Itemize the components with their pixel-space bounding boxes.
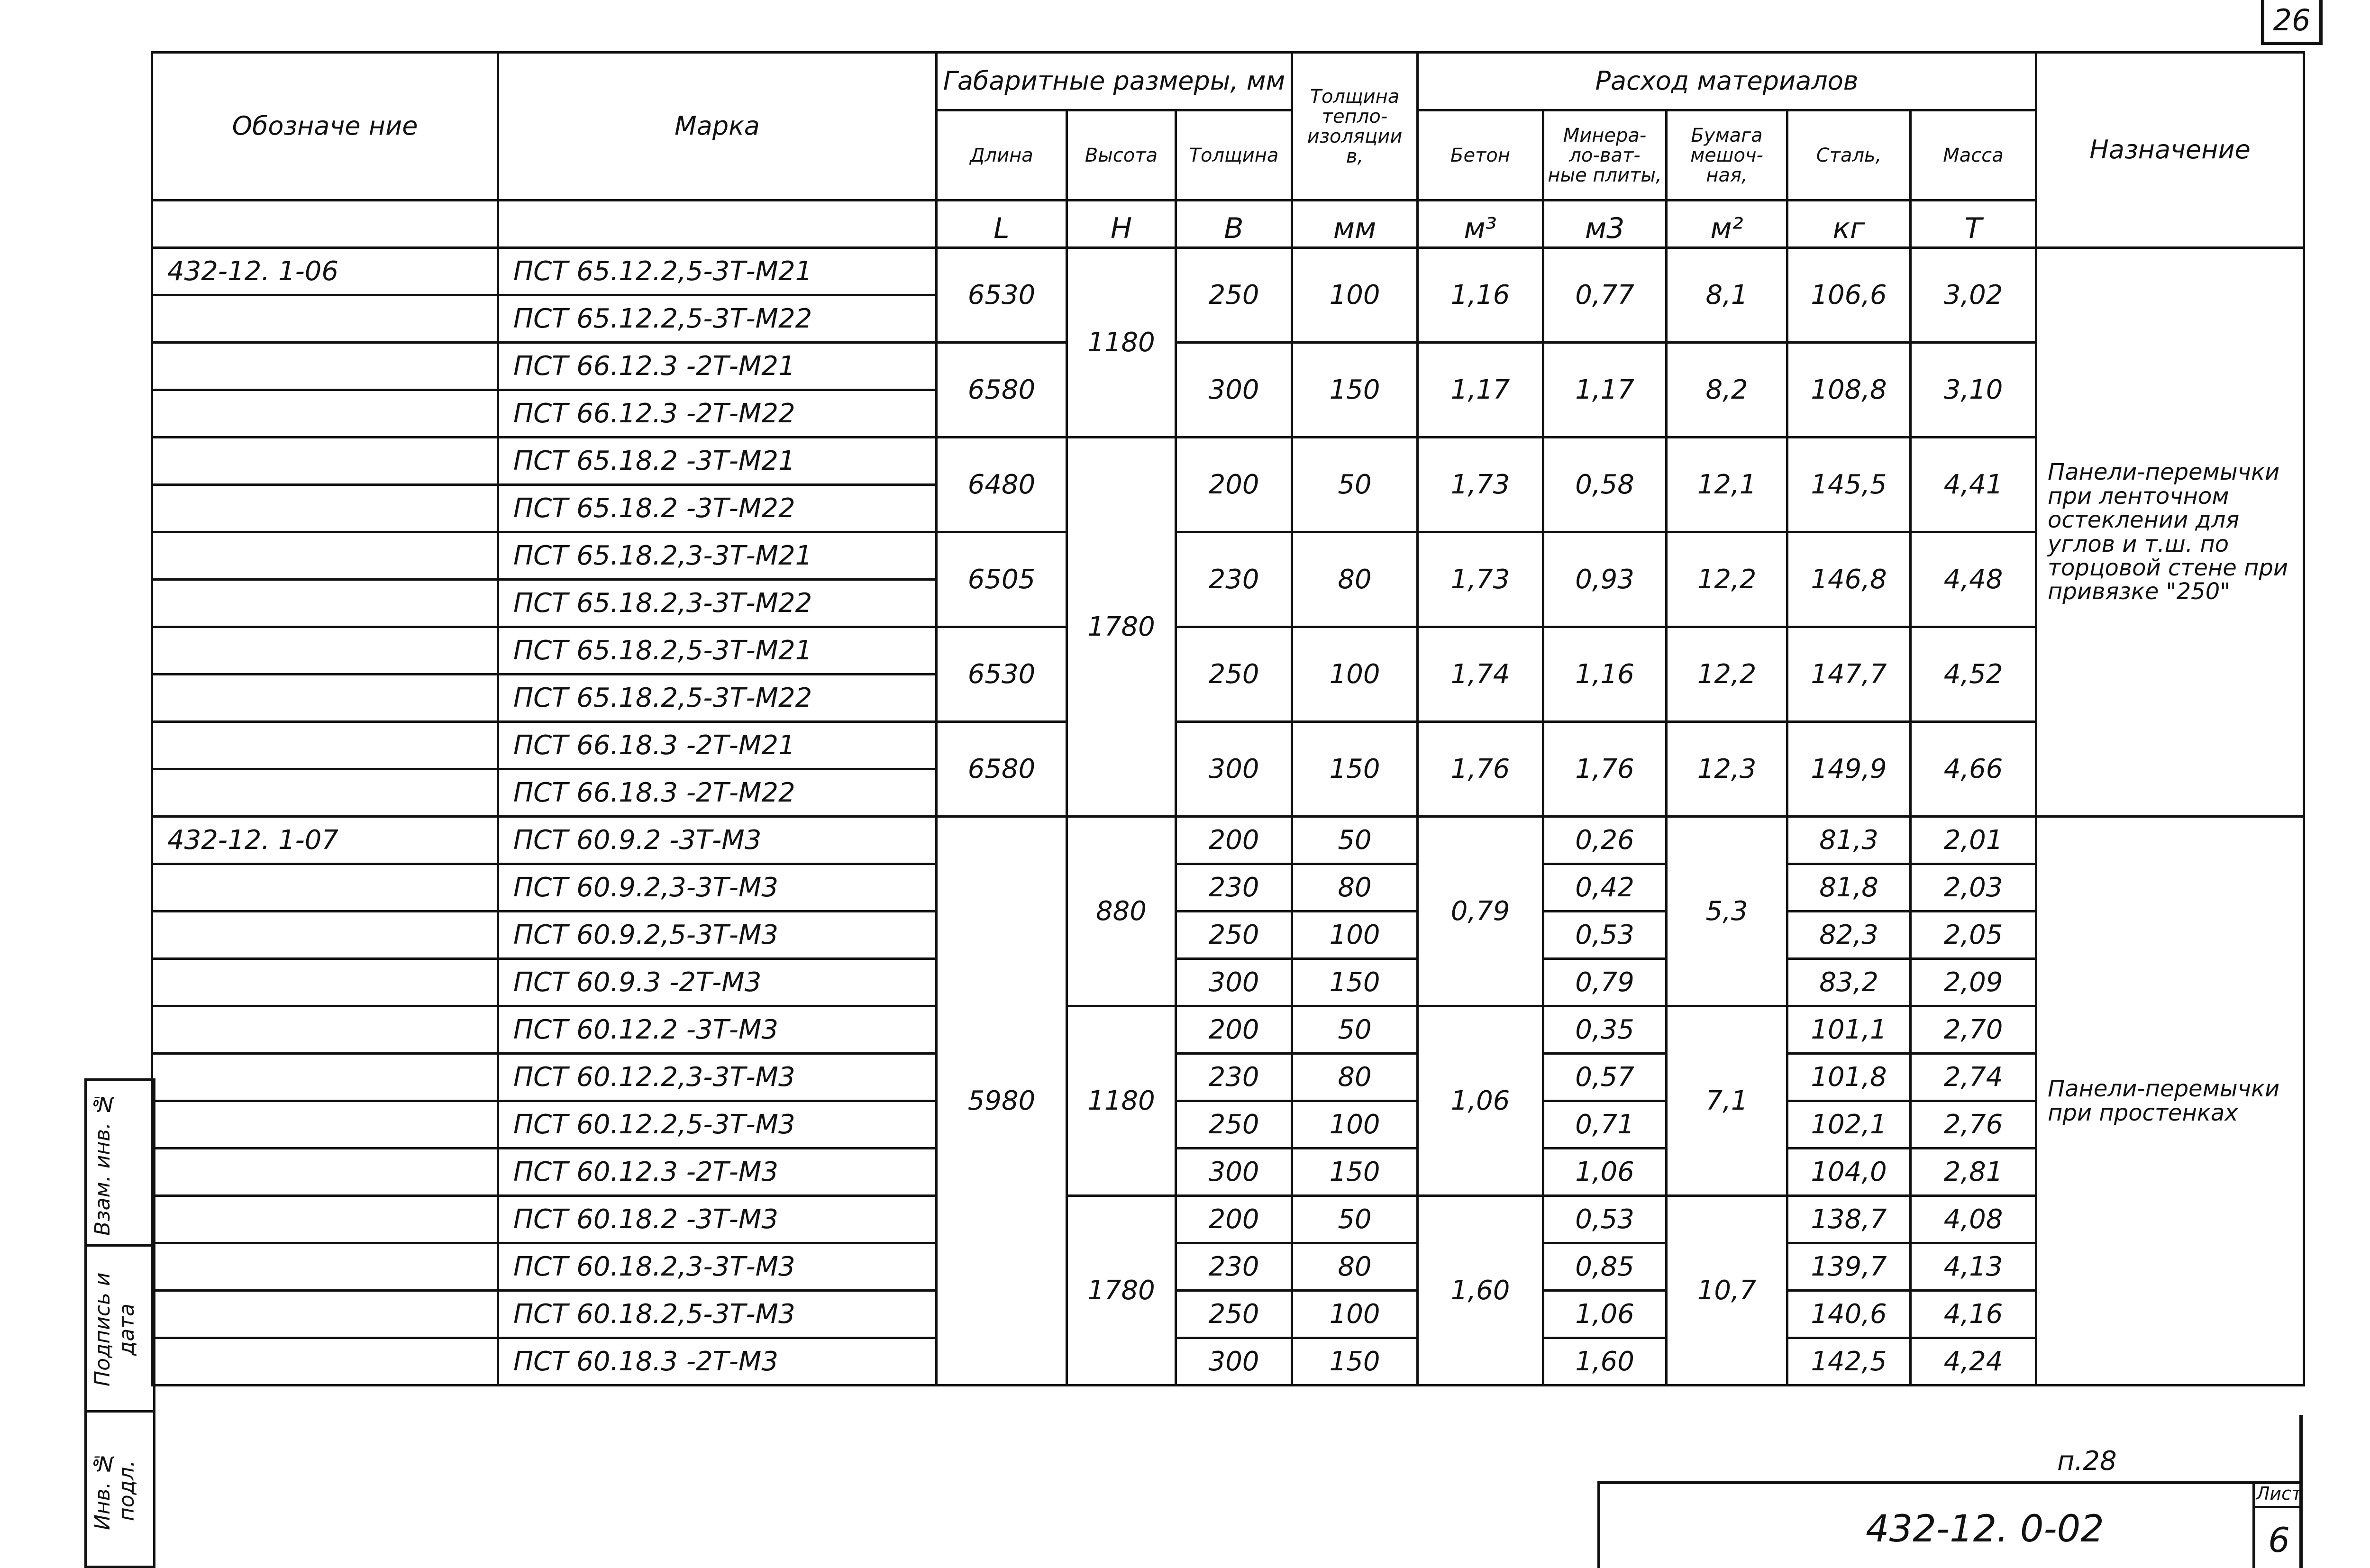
steel-cell: 147,7 [1787,627,1911,722]
mass-cell: 4,66 [1911,722,2036,817]
height-cell: 1180 [1067,1006,1176,1196]
mineral-cell: 0,42 [1543,864,1667,912]
header-thickness: Толщина [1176,110,1292,201]
steel-cell: 146,8 [1787,532,1911,627]
designation-cell [152,485,498,532]
height-cell: 880 [1067,817,1176,1006]
sheet-number: 6 [2268,1520,2290,1560]
paper-cell: 7,1 [1667,1006,1787,1196]
thickness-cell: 230 [1176,532,1292,627]
header-mass: Масса [1911,110,2036,201]
mass-cell: 4,41 [1911,438,2036,532]
concrete-cell: 1,60 [1418,1196,1543,1386]
insulation-cell: 50 [1292,1006,1418,1054]
mass-cell: 2,70 [1911,1006,2036,1054]
thickness-cell: 250 [1176,1291,1292,1338]
designation-cell [152,912,498,959]
mass-cell: 2,01 [1911,817,2036,864]
length-cell: 6505 [937,532,1067,627]
designation-cell [152,438,498,485]
length-cell: 6480 [937,438,1067,532]
header-designation: Обозначе ние [152,53,498,201]
mark-cell: ПСТ 60.12.2,5-3Т-М3 [498,1101,937,1149]
thickness-cell: 250 [1176,248,1292,343]
designation-cell [152,295,498,343]
designation-cell [152,675,498,722]
steel-cell: 102,1 [1787,1101,1911,1149]
mass-cell: 4,48 [1911,532,2036,627]
insulation-cell: 100 [1292,1101,1418,1149]
designation-cell [152,1291,498,1338]
mark-cell: ПСТ 66.12.3 -2Т-М22 [498,390,937,438]
insulation-cell: 150 [1292,959,1418,1006]
mark-cell: ПСТ 65.12.2,5-3Т-М22 [498,295,937,343]
symbol-length: L [937,201,1067,248]
steel-cell: 140,6 [1787,1291,1911,1338]
mark-cell: ПСТ 65.18.2,5-3Т-М22 [498,675,937,722]
thickness-cell: 200 [1176,1006,1292,1054]
concrete-cell: 1,06 [1418,1006,1543,1196]
header-dimensions: Габаритные размеры, мм [937,53,1292,110]
steel-cell: 81,3 [1787,817,1911,864]
unit-mass: Т [1911,201,2036,248]
title-block [1597,1481,2303,1568]
mineral-cell: 0,58 [1543,438,1667,532]
mineral-cell: 1,06 [1543,1149,1667,1196]
header-paper: Бумага мешоч- ная, [1667,110,1787,201]
steel-cell: 142,5 [1787,1338,1911,1386]
paper-cell: 12,2 [1667,532,1787,627]
mark-cell: ПСТ 60.9.2,3-3Т-М3 [498,864,937,912]
designation-cell [152,1101,498,1149]
unit-steel: кг [1787,201,1911,248]
designation-cell [152,532,498,580]
header-length: Длина [937,110,1067,201]
mineral-cell: 0,57 [1543,1054,1667,1101]
mark-cell: ПСТ 65.18.2,5-3Т-М21 [498,627,937,675]
paper-cell: 5,3 [1667,817,1787,1006]
strip-label-signature: Подпись и дата [91,1272,139,1387]
concrete-cell: 1,73 [1418,438,1543,532]
paper-cell: 12,2 [1667,627,1787,722]
designation-cell [152,1149,498,1196]
strip-field-replaced [87,1081,153,1247]
mass-cell: 3,02 [1911,248,2036,343]
steel-cell: 106,6 [1787,248,1911,343]
mineral-cell: 0,85 [1543,1243,1667,1291]
steel-cell: 81,8 [1787,864,1911,912]
insulation-cell: 80 [1292,864,1418,912]
designation-cell [152,769,498,817]
purpose-cell: Панели-перемычки при ленточном остеклении для углов и т.ш. по торцовой стене при привязке "250" [2036,248,2304,817]
thickness-cell: 300 [1176,1149,1292,1196]
mineral-cell: 0,77 [1543,248,1667,343]
mass-cell: 4,13 [1911,1243,2036,1291]
thickness-cell: 250 [1176,912,1292,959]
strip-label-inventory: Инв. № подл. [91,1451,139,1531]
designation-cell [152,343,498,390]
mineral-cell: 0,79 [1543,959,1667,1006]
mark-cell: ПСТ 60.18.2 -3Т-М3 [498,1196,937,1243]
steel-cell: 145,5 [1787,438,1911,532]
unit-mark-empty [498,201,937,248]
designation-cell [152,1006,498,1054]
designation-cell [152,1196,498,1243]
mark-cell: ПСТ 60.18.3 -2Т-М3 [498,1338,937,1386]
mark-cell: ПСТ 66.18.3 -2Т-М21 [498,722,937,769]
mark-cell: ПСТ 65.18.2 -3Т-М22 [498,485,937,532]
thickness-cell: 200 [1176,817,1292,864]
header-mark: Марка [498,53,937,201]
insulation-cell: 80 [1292,1243,1418,1291]
mass-cell: 2,03 [1911,864,2036,912]
concrete-cell: 1,74 [1418,627,1543,722]
symbol-height: H [1067,201,1176,248]
insulation-cell: 150 [1292,722,1418,817]
insulation-cell: 100 [1292,1291,1418,1338]
unit-mineral: м3 [1543,201,1667,248]
designation-cell [152,1054,498,1101]
designation-cell [152,864,498,912]
insulation-cell: 80 [1292,532,1418,627]
length-cell: 6580 [937,722,1067,817]
header-concrete: Бетон [1418,110,1543,201]
sheet-label: Лист [2255,1483,2303,1508]
height-cell: 1780 [1067,438,1176,817]
mass-cell: 2,81 [1911,1149,2036,1196]
paper-cell: 8,2 [1667,343,1787,438]
header-mineral: Минера- ло-ват- ные плиты, [1543,110,1667,201]
length-cell: 5980 [937,817,1067,1386]
designation-cell [152,1338,498,1386]
insulation-cell: 80 [1292,1054,1418,1101]
concrete-cell: 0,79 [1418,817,1543,1006]
sheet-box [2252,1481,2303,1568]
mark-cell: ПСТ 60.18.2,3-3Т-М3 [498,1243,937,1291]
insulation-cell: 150 [1292,1338,1418,1386]
thickness-cell: 300 [1176,1338,1292,1386]
mark-cell: ПСТ 60.18.2,5-3Т-М3 [498,1291,937,1338]
mark-cell: ПСТ 60.9.3 -2Т-М3 [498,959,937,1006]
mass-cell: 2,74 [1911,1054,2036,1101]
mass-cell: 4,52 [1911,627,2036,722]
header-materials: Расход материалов [1418,53,2036,110]
steel-cell: 83,2 [1787,959,1911,1006]
steel-cell: 139,7 [1787,1243,1911,1291]
height-cell: 1180 [1067,248,1176,438]
steel-cell: 101,8 [1787,1054,1911,1101]
page-number: 26 [2261,0,2323,45]
steel-cell: 149,9 [1787,722,1911,817]
mark-cell: ПСТ 60.12.3 -2Т-М3 [498,1149,937,1196]
designation-cell: 432-12. 1-07 [152,817,498,864]
header-steel: Сталь, [1787,110,1911,201]
mineral-cell: 0,93 [1543,532,1667,627]
insulation-cell: 50 [1292,1196,1418,1243]
mass-cell: 2,05 [1911,912,2036,959]
mark-cell: ПСТ 60.9.2 -3Т-М3 [498,817,937,864]
concrete-cell: 1,73 [1418,532,1543,627]
unit-insulation: мм [1292,201,1418,248]
mineral-cell: 0,53 [1543,912,1667,959]
mark-cell: ПСТ 65.18.2,3-3Т-М22 [498,580,937,627]
concrete-cell: 1,17 [1418,343,1543,438]
unit-paper: м² [1667,201,1787,248]
thickness-cell: 230 [1176,864,1292,912]
height-cell: 1780 [1067,1196,1176,1386]
steel-cell: 104,0 [1787,1149,1911,1196]
insulation-cell: 50 [1292,817,1418,864]
strip-field-signature [87,1247,153,1413]
mineral-cell: 0,35 [1543,1006,1667,1054]
insulation-cell: 100 [1292,248,1418,343]
concrete-cell: 1,16 [1418,248,1543,343]
unit-concrete: м³ [1418,201,1543,248]
steel-cell: 82,3 [1787,912,1911,959]
mark-cell: ПСТ 60.12.2,3-3Т-М3 [498,1054,937,1101]
paper-cell: 10,7 [1667,1196,1787,1386]
thickness-cell: 300 [1176,343,1292,438]
designation-cell [152,1243,498,1291]
paper-cell: 12,3 [1667,722,1787,817]
strip-label-replaced: Взам. инв. № [91,1092,115,1236]
mark-cell: ПСТ 65.18.2,3-3Т-М21 [498,532,937,580]
mineral-cell: 0,26 [1543,817,1667,864]
thickness-cell: 300 [1176,959,1292,1006]
mark-cell: ПСТ 60.12.2 -3Т-М3 [498,1006,937,1054]
mass-cell: 2,09 [1911,959,2036,1006]
header-insulation [1292,53,1418,201]
steel-cell: 108,8 [1787,343,1911,438]
insulation-cell: 100 [1292,912,1418,959]
mineral-cell: 0,53 [1543,1196,1667,1243]
length-cell: 6580 [937,343,1067,438]
mineral-cell: 1,16 [1543,627,1667,722]
thickness-cell: 200 [1176,1196,1292,1243]
mark-cell: ПСТ 60.9.2,5-3Т-М3 [498,912,937,959]
designation-cell [152,580,498,627]
thickness-cell: 250 [1176,627,1292,722]
thickness-cell: 300 [1176,722,1292,817]
mark-cell: ПСТ 66.18.3 -2Т-М22 [498,769,937,817]
paper-cell: 12,1 [1667,438,1787,532]
binding-strip [84,1078,155,1568]
header-purpose: Назначение [2036,53,2304,248]
mineral-cell: 1,60 [1543,1338,1667,1386]
paper-cell: 8,1 [1667,248,1787,343]
designation-cell [152,722,498,769]
document-code: 432-12. 0-02 [1866,1508,2104,1550]
thickness-cell: 230 [1176,1054,1292,1101]
mass-cell: 4,24 [1911,1338,2036,1386]
mass-cell: 2,76 [1911,1101,2036,1149]
designation-cell [152,959,498,1006]
length-cell: 6530 [937,248,1067,343]
materials-table [151,51,2305,1386]
designation-cell: 432-12. 1-06 [152,248,498,295]
mark-cell: ПСТ 65.18.2 -3Т-М21 [498,438,937,485]
concrete-cell: 1,76 [1418,722,1543,817]
mass-cell: 4,08 [1911,1196,2036,1243]
thickness-cell: 250 [1176,1101,1292,1149]
insulation-cell: 50 [1292,438,1418,532]
designation-cell [152,627,498,675]
length-cell: 6530 [937,627,1067,722]
insulation-cell: 100 [1292,627,1418,722]
footnote-mark: п.28 [2057,1446,2117,1477]
thickness-cell: 200 [1176,438,1292,532]
purpose-cell: Панели-перемычки при простенках [2036,817,2304,1386]
mass-cell: 4,16 [1911,1291,2036,1338]
mark-cell: ПСТ 66.12.3 -2Т-М21 [498,343,937,390]
mineral-cell: 1,76 [1543,722,1667,817]
strip-field-inventory [87,1413,153,1566]
mineral-cell: 1,06 [1543,1291,1667,1338]
insulation-cell: 150 [1292,343,1418,438]
symbol-thickness: В [1176,201,1292,248]
mineral-cell: 1,17 [1543,343,1667,438]
header-height: Высота [1067,110,1176,201]
steel-cell: 138,7 [1787,1196,1911,1243]
mass-cell: 3,10 [1911,343,2036,438]
header-insulation-label: Толщина тепло- изоляции в, [1307,85,1403,167]
unit-designation-empty [152,201,498,248]
designation-cell [152,390,498,438]
insulation-cell: 150 [1292,1149,1418,1196]
steel-cell: 101,1 [1787,1006,1911,1054]
thickness-cell: 230 [1176,1243,1292,1291]
mark-cell: ПСТ 65.12.2,5-3Т-М21 [498,248,937,295]
mineral-cell: 0,71 [1543,1101,1667,1149]
